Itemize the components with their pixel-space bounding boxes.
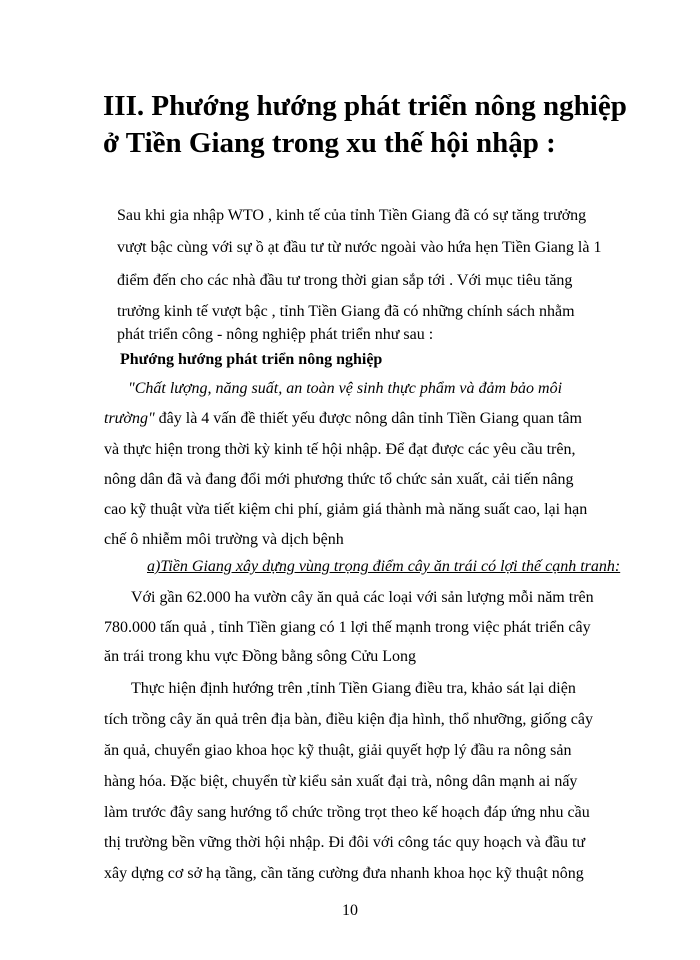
para2-line: tích trồng cây ăn quả trên địa bàn, điều kiện địa hình, thổ nhưỡng, giống cây <box>104 711 594 728</box>
para2-line: làm trước đây sang hướng tổ chức trồng trọt theo kế hoạch đáp ứng nhu cầu <box>104 804 590 821</box>
para1-line: Với gần 62.000 ha vườn cây ăn quả các loại với sản lượng mỗi năm trên <box>131 589 594 606</box>
quote-italic-end: trường" <box>104 410 155 427</box>
page-number: 10 <box>342 902 358 919</box>
section-subheading: Phướng hướng phát triển nông nghiệp <box>120 351 383 368</box>
intro-line: điểm đến cho các nhà đầu tư trong thời gian sắp tới . Với mục tiêu tăng <box>117 272 573 289</box>
para2-line: thị trường bền vững thời hội nhập. Đi đôi với công tác quy hoạch và đầu tư <box>104 834 586 851</box>
intro-line: trưởng kinh tế vượt bậc , tỉnh Tiền Giang đã có những chính sách nhằm <box>117 303 575 320</box>
para1-line: ăn trái trong khu vực Đồng bằng sông Cửu Long <box>104 648 416 665</box>
section-a-heading: a)Tiền Giang xây dựng vùng trọng điểm cây ăn trái có lợi thế cạnh tranh: <box>147 558 621 575</box>
intro-line: phát triển công - nông nghiệp phát triển như sau : <box>117 326 434 343</box>
quote-line-2 <box>104 409 582 429</box>
quote-line: và thực hiện trong thời kỳ kinh tế hội nhập. Để đạt được các yêu cầu trên, <box>104 441 576 458</box>
title-line-1: III. Phướng hướng phát triển nông nghiệp <box>103 90 627 122</box>
quote-italic-line: "Chất lượng, năng suất, an toàn vệ sinh thực phẩm và đảm bảo môi <box>128 380 563 397</box>
quote-rest: đây là 4 vấn đề thiết yếu được nông dân tỉnh Tiền Giang quan tâm <box>154 410 582 427</box>
intro-line: vượt bậc cùng với sự ồ ạt đầu tư từ nước ngoài vào hứa hẹn Tiền Giang là 1 <box>117 239 602 256</box>
para2-line: hàng hóa. Đặc biệt, chuyển từ kiểu sản xuất đại trà, nông dân mạnh ai nấy <box>104 773 578 790</box>
quote-line: cao kỹ thuật vừa tiết kiệm chi phí, giảm giá thành mà năng suất cao, lại hạn <box>104 501 588 518</box>
quote-line: nông dân đã và đang đổi mới phương thức tổ chức sản xuất, cải tiến nâng <box>104 471 574 488</box>
para2-line: xây dựng cơ sở hạ tầng, cần tăng cường đưa nhanh khoa học kỹ thuật nông <box>104 865 584 882</box>
title-line-2: ở Tiền Giang trong xu thế hội nhập : <box>103 127 556 159</box>
quote-line: chế ô nhiễm môi trường và dịch bệnh <box>104 531 344 548</box>
para2-line: Thực hiện định hướng trên ,tỉnh Tiền Giang điều tra, khảo sát lại diện <box>131 680 576 697</box>
page-title <box>103 88 627 162</box>
para2-line: ăn quả, chuyển giao khoa học kỹ thuật, giải quyết hợp lý đầu ra nông sản <box>104 742 572 759</box>
intro-line: Sau khi gia nhập WTO , kinh tế của tỉnh Tiền Giang đã có sự tăng trưởng <box>117 207 587 224</box>
para1-line: 780.000 tấn quả , tỉnh Tiền giang có 1 lợi thế mạnh trong việc phát triển cây <box>104 619 591 636</box>
